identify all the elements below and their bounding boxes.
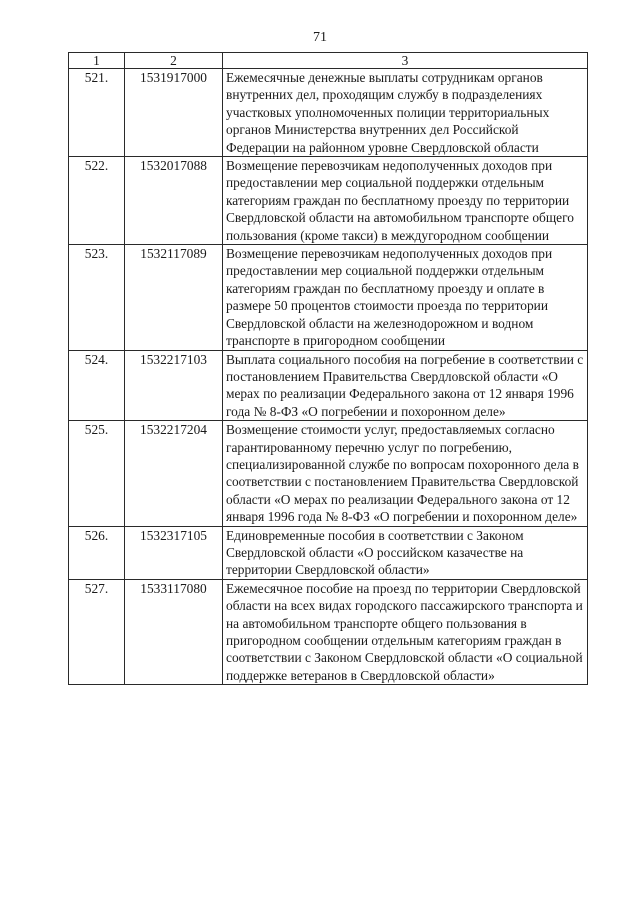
table-row [69,157,588,245]
row-code: 1532017088 [125,157,223,245]
row-number: 524. [69,350,125,421]
row-number: 522. [69,157,125,245]
row-description: Ежемесячное пособие на проезд по территории Свердловской области на всех видах городского пассажирского транспорта и на автомобильном транспорте общего пользования в пригородном сообщении отдельным категориям граждан в соответствии с Законом Свердловской области «О социальной поддержке ветеранов в Свердловской области» [223,579,588,684]
row-code: 1532217103 [125,350,223,421]
row-number: 523. [69,245,125,350]
column-header-number: 1 [69,53,125,69]
row-description: Ежемесячные денежные выплаты сотрудникам органов внутренних дел, проходящим службу в подразделениях участковых уполномоченных полиции территориальных органов Министерства внутренних дел Российской Федерации на районном уровне Свердловской области [223,69,588,157]
row-code: 1532117089 [125,245,223,350]
table-row [69,350,588,421]
table-row [69,579,588,684]
table-row [69,526,588,579]
table-row [69,245,588,350]
row-description: Выплата социального пособия на погребение в соответствии с постановлением Правительства Свердловской области «О мерах по реализации Федерального закона от 12 января 1996 года № 8-ФЗ «О погребении и похоронном деле» [223,350,588,421]
row-description: Возмещение стоимости услуг, предоставляемых согласно гарантированному перечню услуг по погребению, специализированной службе по вопросам похоронного дела в соответствии с постановлением Правительства Свердловской области «О мерах по реализации Федерального закона от 12 января 1996 года № 8-ФЗ «О погребении и похоронном деле» [223,421,588,526]
budget-classification-table [68,52,588,685]
row-code: 1532217204 [125,421,223,526]
row-number: 525. [69,421,125,526]
column-header-description: 3 [223,53,588,69]
table-row [69,421,588,526]
row-code: 1533117080 [125,579,223,684]
row-description: Возмещение перевозчикам недополученных доходов при предоставлении мер социальной поддержки отдельным категориям граждан по бесплатному проезду и оплате в размере 50 процентов стоимости проезда по территории Свердловской области на железнодорожном и водном транспорте в пригородном сообщении [223,245,588,350]
row-number: 526. [69,526,125,579]
table-header-row [69,53,588,69]
row-number: 521. [69,69,125,157]
row-code: 1532317105 [125,526,223,579]
page-number: 71 [313,30,327,45]
row-number: 527. [69,579,125,684]
table-row [69,69,588,157]
row-description: Возмещение перевозчикам недополученных доходов при предоставлении мер социальной поддержки отдельным категориям граждан по бесплатному проезду по территории Свердловской области на автомобильном транспорте общего пользования (кроме такси) в междугородном сообщении [223,157,588,245]
row-code: 1531917000 [125,69,223,157]
column-header-code: 2 [125,53,223,69]
row-description: Единовременные пособия в соответствии с Законом Свердловской области «О российском казачестве на территории Свердловской области» [223,526,588,579]
